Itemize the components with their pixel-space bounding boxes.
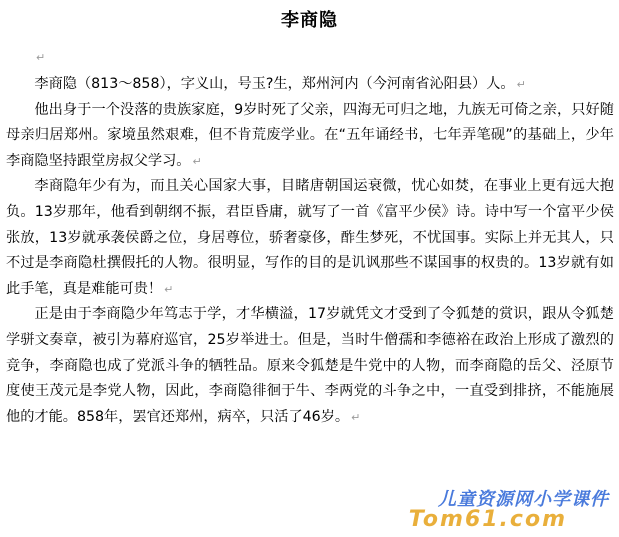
watermark-site-name: 儿童资源网小学课件 [438,489,609,510]
paragraph-mark-icon: ↵ [192,154,202,168]
document-body [6,72,614,430]
paragraph-1-text: 李商隐（813～858），字义山，号玉?生，郑州河内（今河南省沁阳县）人。 [34,76,515,92]
paragraph-mark-icon: ↵ [164,282,174,296]
paragraph-2-text: 他出身于一个没落的贵族家庭，9岁时死了父亲，四海无可归之地，九族无可倚之亲，只好随母亲归居郑州。家境虽然艰难，但不肯荒废学业。在“五年诵经书，七年弄笔砚”的基础上，少年李商隐坚持跟堂房叔父学习。 [6,101,614,169]
watermark-domain: Tom61.com [408,507,567,532]
paragraph-3 [6,174,614,302]
paragraph-1 [6,72,614,98]
site-watermark [373,485,611,533]
paragraph-mark-icon: ↵ [351,410,361,424]
empty-paragraph [34,46,45,68]
title-text: 李商隐 [281,10,338,31]
paragraph-mark-icon: ↵ [36,51,46,64]
paragraph-3-text: 李商隐年少有为，而且关心国家大事，目睹唐朝国运衰微，忧心如焚，在事业上更有远大抱负。13岁那年，他看到朝纲不振，君臣昏庸，就写了一首《富平少侯》诗。诗中写一个富平少侯张放，13岁就承袭侯爵之位，身居尊位，骄奢豪侈，酢生梦死，不忧国事。实际上并无其人，只不过是李商隐杜撰假托的人物。很明显，写作的目的是讥讽那些不谋国事的权贵的。13岁就有如此手笔，真是难能可贵！ [6,178,614,297]
paragraph-4-text: 正是由于李商隐少年笃志于学，才华横溢，17岁就凭文才受到了令狐楚的赏识，跟从令狐楚学骈文奏章，被引为幕府巡官，25岁举进士。但是，当时牛僧孺和李德裕在政治上形成了激烈的竞争，李商隐也成了党派斗争的牺牲品。原来令狐楚是牛党中的人物，而李商隐的岳父、泾原节度使王茂元是李党人物，因此，李商隐徘徊于牛、李两党的斗争之中，一直受到排挤，不能施展他的才能。858年，罢官还郑州，病卒，只活了46岁。 [6,306,614,425]
document-title [0,8,619,34]
paragraph-2 [6,98,614,175]
paragraph-mark-icon: ↵ [516,78,526,91]
paragraph-4 [6,302,614,430]
